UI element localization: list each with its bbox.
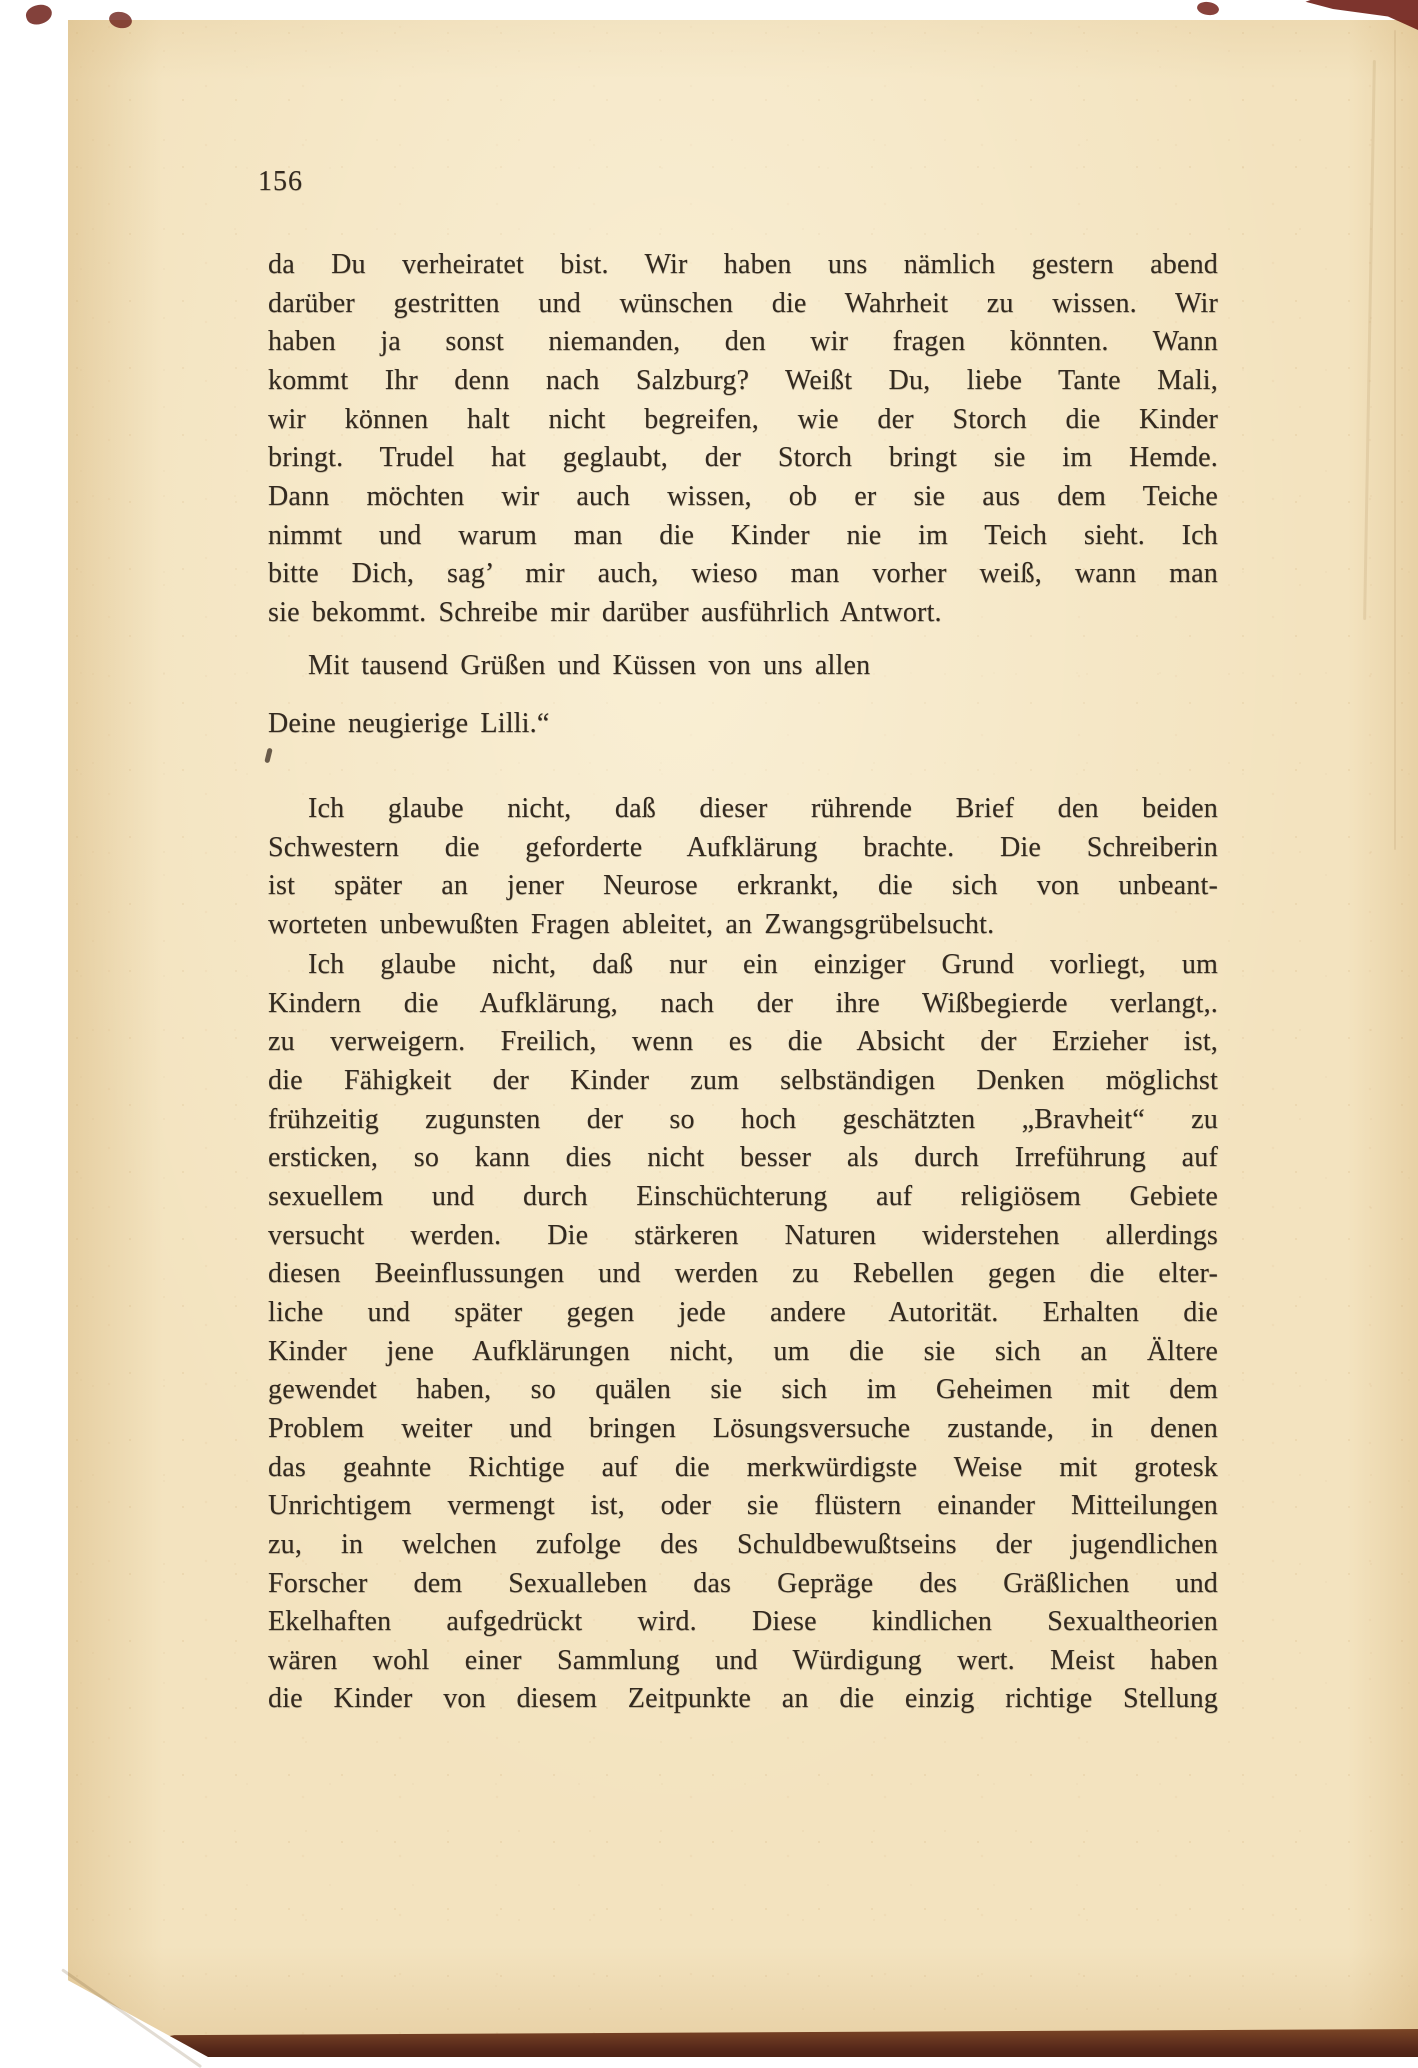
text-line: frühzeitig zugunsten der so hoch geschätzten „Bravheit“ zu [268,1103,1218,1135]
text-line: Kindern die Aufklärung, nach der ihre Wißbegierde verlangt,. [268,987,1218,1019]
text-line: bitte Dich, sag’ mir auch, wieso man vorher weiß, wann man [268,558,1218,590]
text-line: gewendet haben, so quälen sie sich im Geheimen mit dem [268,1374,1218,1406]
text-line: ersticken, so kann dies nicht besser als durch Irreführung auf [268,1142,1218,1174]
commentary-paragraph [268,946,1218,1719]
text-line: zu, in welchen zufolge des Schuldbewußtseins der jugendlichen [268,1528,1218,1560]
text-line: Ekelhaften aufgedrückt wird. Diese kindlichen Sexualtheorien [268,1606,1218,1638]
scan-corner-stain [24,1,55,27]
page-number: 156 [258,166,303,197]
text-line: Ich glaube nicht, daß dieser rührende Brief den beiden [308,793,1218,824]
letter-signature-line [268,705,1163,744]
text-line: wir können halt nicht begreifen, wie der Storch die Kinder [268,403,1218,435]
text-line: Dann möchten wir auch wissen, ob er sie aus dem Teiche [268,480,1218,512]
text-line: sie bekommt. Schreibe mir darüber ausführlich Antwort. [268,596,942,628]
text-line: sexuellem und durch Einschüchterung auf religiösem Gebiete [268,1180,1218,1212]
text-line: bringt. Trudel hat geglaubt, der Storch bringt sie im Hemde. [268,442,1218,474]
letter-closing-line [268,647,1218,686]
text-line: Kinder jene Aufklärungen nicht, um die sie sich an Ältere [268,1335,1218,1367]
text-line: Deine neugierige Lilli.“ [268,708,550,739]
text-line: Forscher dem Sexualleben das Gepräge des Gräßlichen und [268,1567,1218,1599]
text-line: wären wohl einer Sammlung und Würdigung wert. Meist haben [268,1644,1218,1676]
text-line: nimmt und warum man die Kinder nie im Teich sieht. Ich [268,519,1218,551]
text-line: Mit tausend Grüßen und Küssen von uns allen [308,650,871,681]
text-line: liche und später gegen jede andere Autorität. Erhalten die [268,1296,1218,1328]
scan-corner-stain [1196,1,1220,17]
text-line: Schwestern die geforderte Aufklärung brachte. Die Schreiberin [268,831,1218,863]
text-line: diesen Beeinflussungen und werden zu Rebellen gegen die elter- [268,1258,1218,1290]
text-line: darüber gestritten und wünschen die Wahrheit zu wissen. Wir [268,287,1218,319]
text-line: versucht werden. Die stärkeren Naturen widerstehen allerdings [268,1219,1218,1251]
text-line: Ich glaube nicht, daß nur ein einziger Grund vorliegt, um [308,949,1218,980]
text-line: da Du verheiratet bist. Wir haben uns nämlich gestern abend [268,249,1218,280]
text-line: worteten unbewußten Fragen ableitet, an Zwangsgrübelsucht. [268,908,995,940]
text-line: haben ja sonst niemanden, den wir fragen könnten. Wann [268,326,1218,358]
letter-body-paragraph [268,246,1218,633]
commentary-paragraph [268,790,1218,945]
text-line: Problem weiter und bringen Lösungsversuche zustande, in denen [268,1412,1218,1444]
scanned-book-page [68,20,1418,2057]
text-line: das geahnte Richtige auf die merkwürdigste Weise mit grotesk [268,1451,1218,1483]
text-line: Unrichtigem vermengt ist, oder sie flüstern einander Mitteilungen [268,1490,1218,1522]
text-line: zu verweigern. Freilich, wenn es die Absicht der Erzieher ist, [268,1026,1218,1058]
text-line: die Kinder von diesem Zeitpunkte an die einzig richtige Stellung [268,1683,1218,1715]
text-line: ist später an jener Neurose erkrankt, die sich von unbeant- [268,870,1218,902]
text-line: kommt Ihr denn nach Salzburg? Weißt Du, liebe Tante Mali, [268,364,1218,396]
text-line: die Fähigkeit der Kinder zum selbständigen Denken möglichst [268,1064,1218,1096]
